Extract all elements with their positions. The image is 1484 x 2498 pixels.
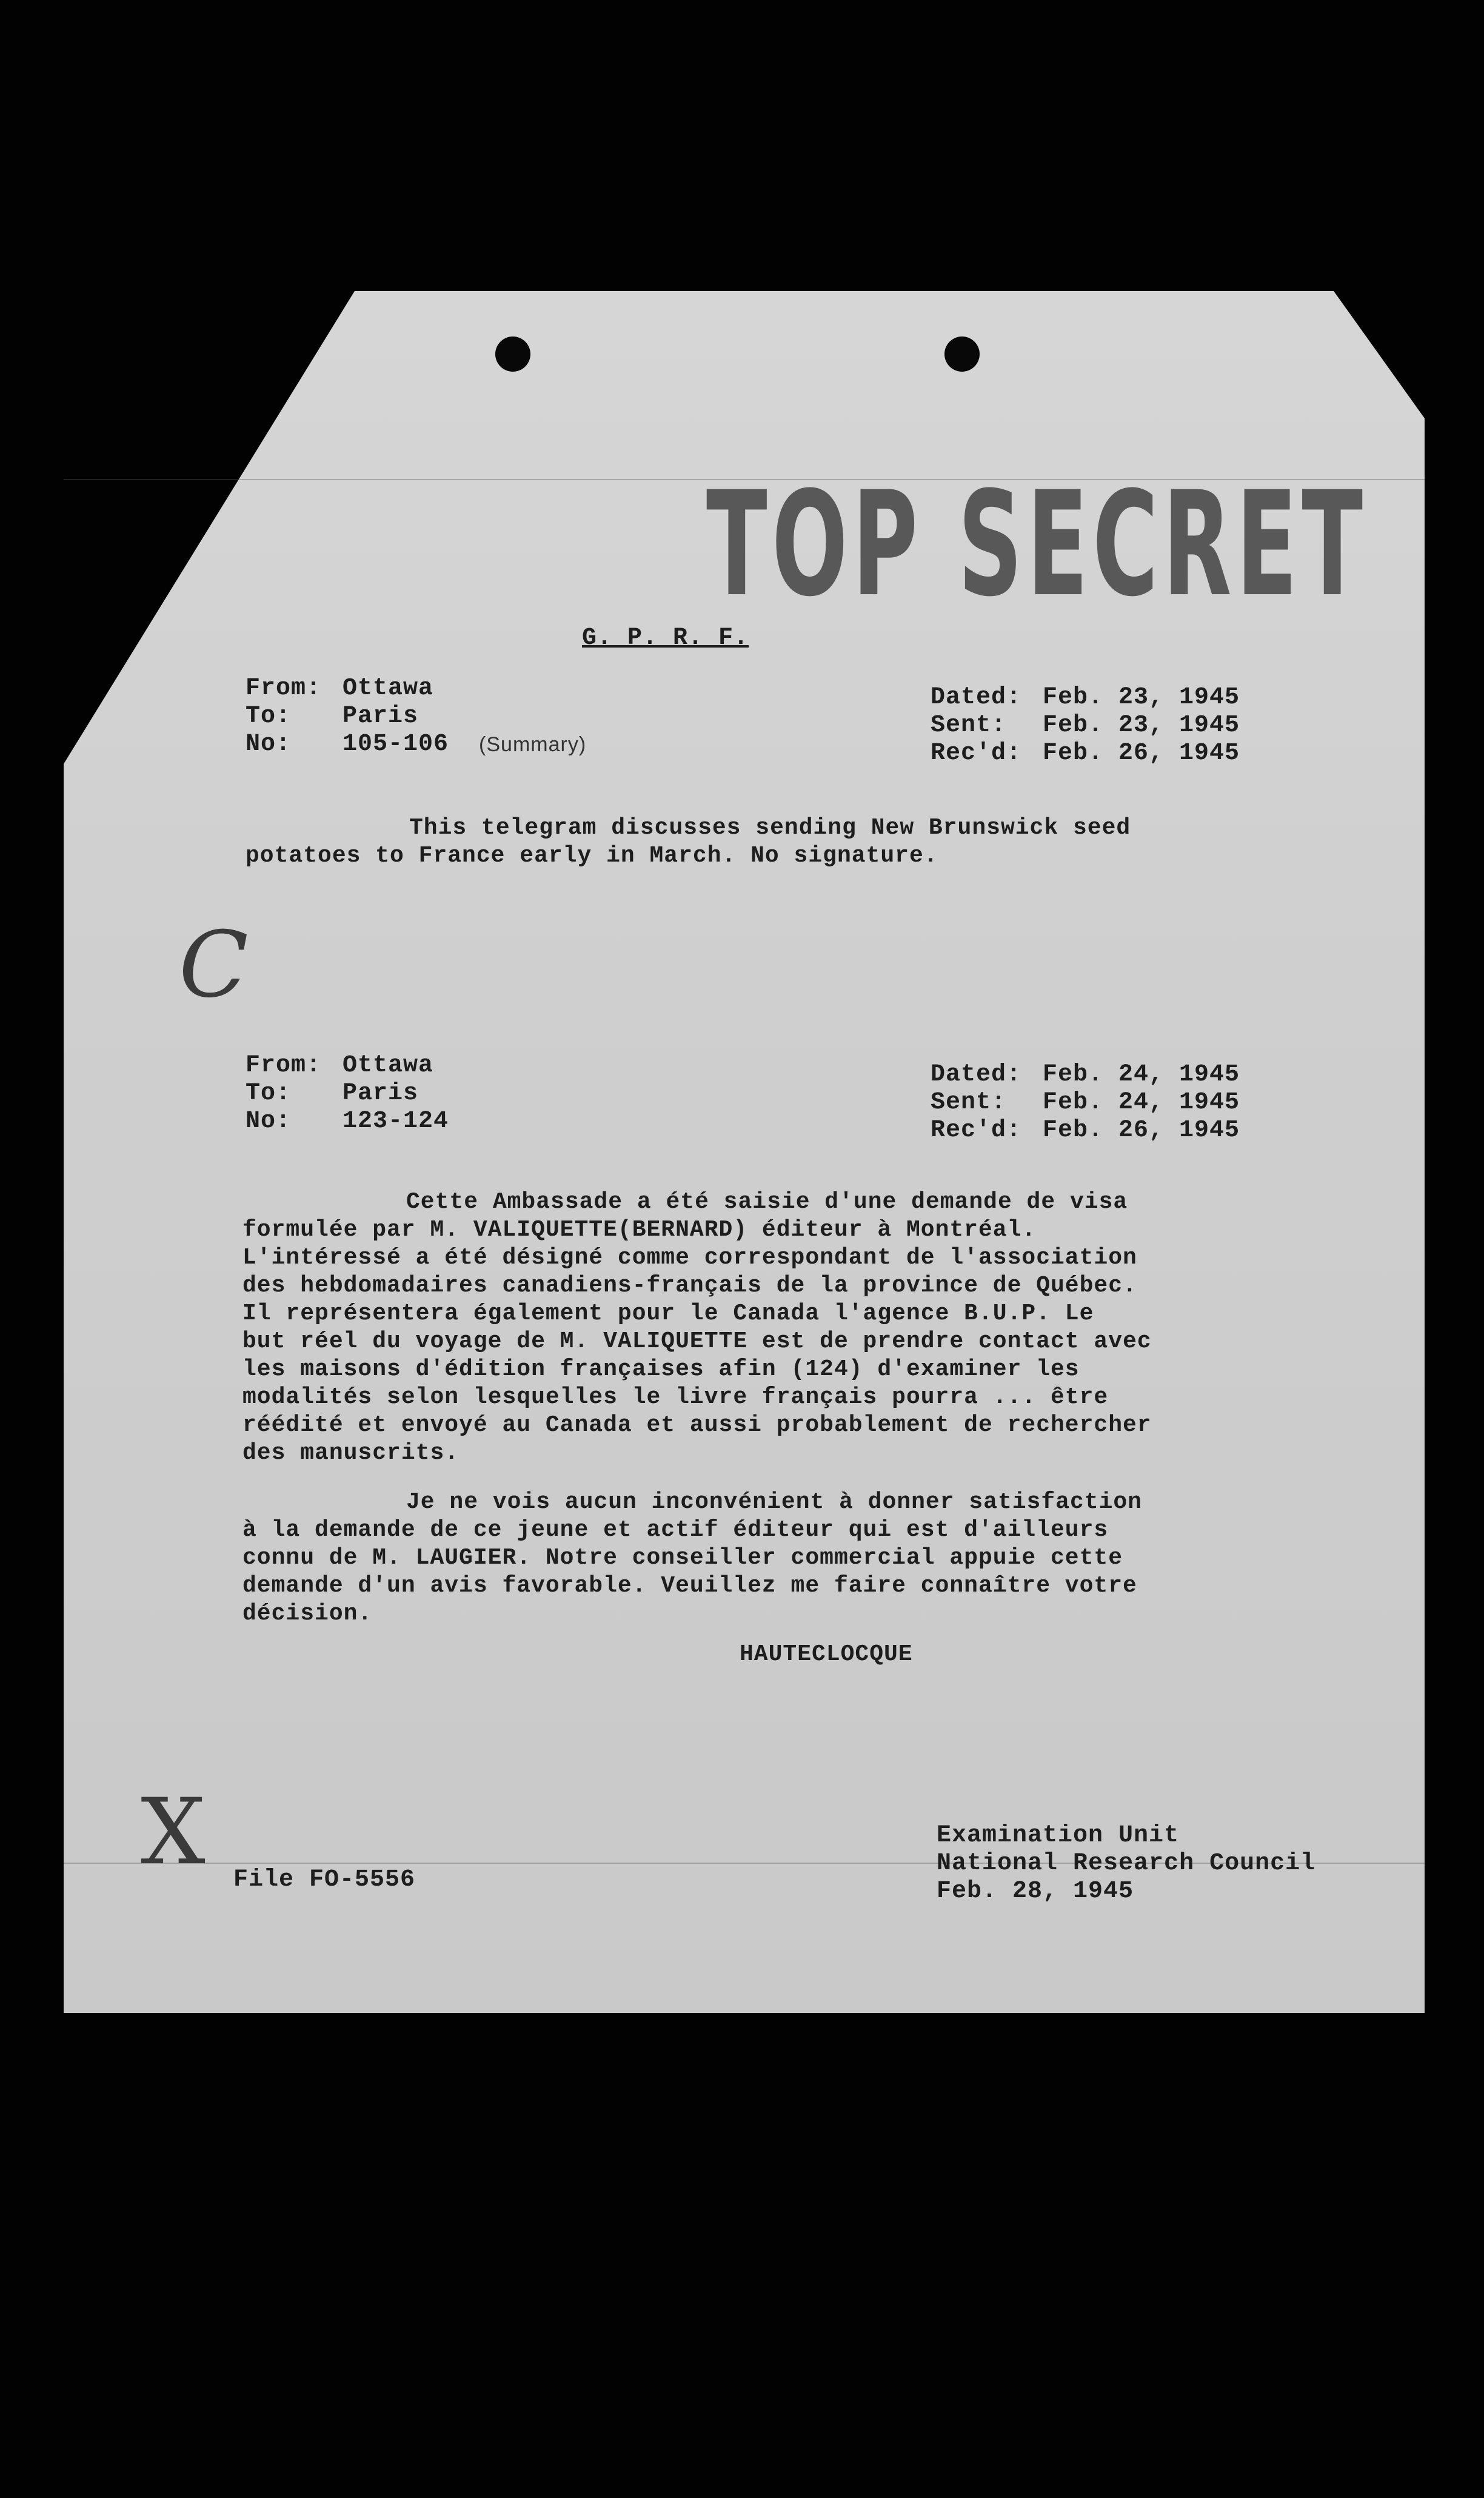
unit-line: National Research Council bbox=[937, 1850, 1316, 1877]
dated-label: Dated: bbox=[931, 1061, 1022, 1088]
distribution-code: G. P. R. F. bbox=[582, 624, 749, 652]
body-line: les maisons d'édition françaises afin (124) d'examiner les bbox=[242, 1356, 1080, 1382]
from-label: From: bbox=[246, 1052, 322, 1079]
dated-value: Feb. 23, 1945 bbox=[1043, 684, 1240, 711]
no-value: 123-124 bbox=[343, 1108, 449, 1135]
signature: HAUTECLOCQUE bbox=[740, 1641, 913, 1667]
body-line: modalités selon lesquelles le livre français pourra ... être bbox=[242, 1384, 1109, 1410]
telegram1-dates bbox=[931, 684, 1240, 768]
file-reference: File FO-5556 bbox=[233, 1866, 416, 1894]
body-line: Je ne vois aucun inconvénient à donner satisfaction bbox=[406, 1489, 1142, 1515]
body-line: L'intéressé a été désigné comme correspondant de l'association bbox=[242, 1245, 1137, 1271]
handwritten-c-mark: C bbox=[179, 912, 249, 1018]
dated-value: Feb. 24, 1945 bbox=[1043, 1061, 1240, 1088]
examination-unit-block bbox=[937, 1822, 1315, 1906]
body-line: formulée par M. VALIQUETTE(BERNARD) éditeur à Montréal. bbox=[242, 1217, 1037, 1243]
to-value: Paris bbox=[343, 703, 419, 730]
body-line: demande d'un avis favorable. Veuillez me faire connaître votre bbox=[242, 1573, 1137, 1599]
body-line: but réel du voyage de M. VALIQUETTE est de prendre contact avec bbox=[242, 1328, 1152, 1354]
recd-value: Feb. 26, 1945 bbox=[1043, 740, 1240, 767]
no-label: No: bbox=[246, 731, 292, 758]
punch-hole-left bbox=[495, 337, 530, 372]
telegram2-dates bbox=[931, 1061, 1240, 1145]
dated-label: Dated: bbox=[931, 684, 1022, 711]
body-line: à la demande de ce jeune et actif éditeur qui est d'ailleurs bbox=[242, 1517, 1109, 1543]
handwritten-x-mark: X bbox=[141, 1780, 206, 1885]
body-line: Cette Ambassade a été saisie d'une demande de visa bbox=[406, 1189, 1128, 1215]
top-secret-stamp: TOP SECRET bbox=[706, 461, 1368, 629]
telegram1-routing bbox=[246, 675, 586, 758]
sent-value: Feb. 24, 1945 bbox=[1043, 1089, 1240, 1116]
no-value: 105-106 bbox=[343, 731, 449, 758]
no-label: No: bbox=[246, 1108, 292, 1135]
from-label: From: bbox=[246, 675, 322, 702]
body-line: des hebdomadaires canadiens-français de la province de Québec. bbox=[242, 1273, 1137, 1299]
recd-label: Rec'd: bbox=[931, 1117, 1022, 1144]
from-value: Ottawa bbox=[343, 675, 434, 702]
unit-line: Examination Unit bbox=[937, 1822, 1180, 1849]
to-label: To: bbox=[246, 703, 292, 730]
body-line: des manuscrits. bbox=[242, 1440, 460, 1466]
body-line: connu de M. LAUGIER. Notre conseiller commercial appuie cette bbox=[242, 1545, 1123, 1571]
to-label: To: bbox=[246, 1080, 292, 1107]
summary-note: (Summary) bbox=[479, 733, 587, 756]
body-line: Il représentera également pour le Canada l'agence B.U.P. Le bbox=[242, 1301, 1094, 1327]
sent-label: Sent: bbox=[931, 712, 1007, 739]
telegram1-body bbox=[246, 814, 1131, 870]
telegram2-paragraph-2 bbox=[242, 1488, 1142, 1628]
body-line: This telegram discusses sending New Brunswick seed bbox=[409, 815, 1131, 841]
body-line: réédité et envoyé au Canada et aussi probablement de rechercher bbox=[242, 1412, 1152, 1438]
unit-line: Feb. 28, 1945 bbox=[937, 1878, 1134, 1905]
punch-hole-right bbox=[944, 337, 980, 372]
telegram2-paragraph-1 bbox=[242, 1188, 1152, 1467]
recd-value: Feb. 26, 1945 bbox=[1043, 1117, 1240, 1144]
body-line: décision. bbox=[242, 1601, 373, 1627]
recd-label: Rec'd: bbox=[931, 740, 1022, 767]
body-line: potatoes to France early in March. No signature. bbox=[246, 843, 938, 869]
telegram2-routing bbox=[246, 1052, 449, 1136]
sent-label: Sent: bbox=[931, 1089, 1007, 1116]
from-value: Ottawa bbox=[343, 1052, 434, 1079]
sent-value: Feb. 23, 1945 bbox=[1043, 712, 1240, 739]
to-value: Paris bbox=[343, 1080, 419, 1107]
